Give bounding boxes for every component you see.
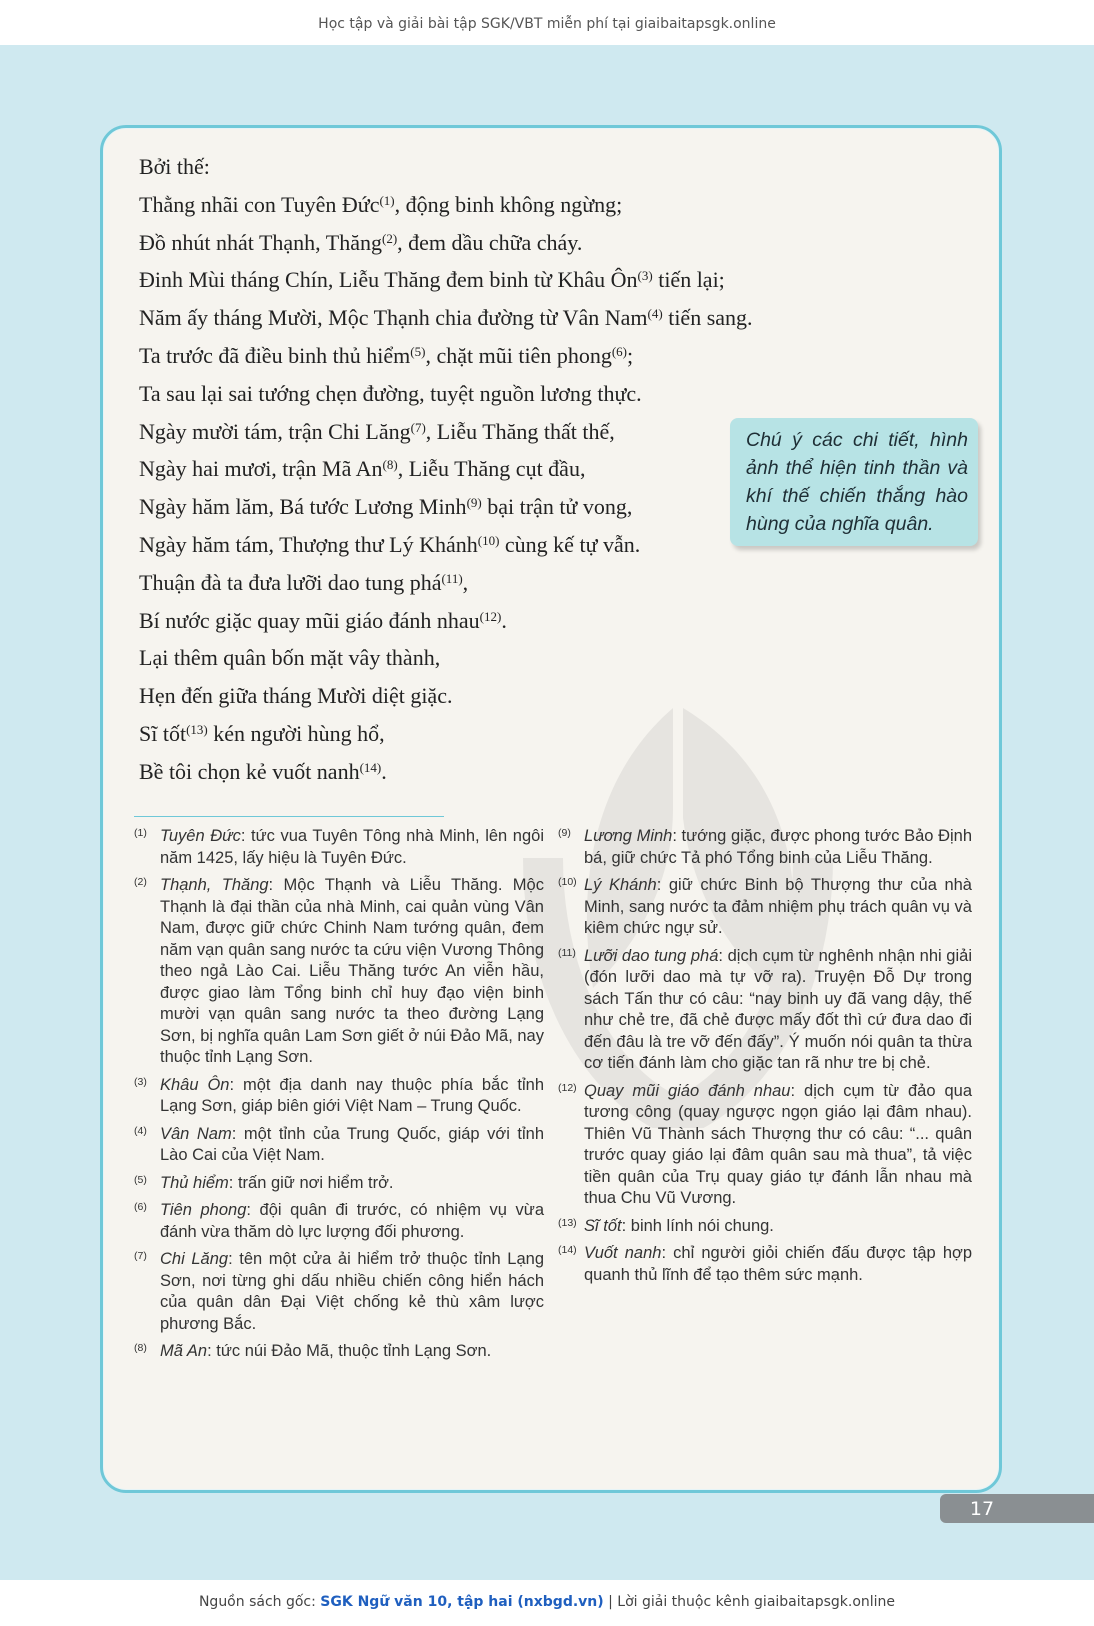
footnote-ref[interactable]: (10) — [477, 532, 500, 548]
footnote-term: Quay mũi giáo đánh nhau — [584, 1081, 791, 1100]
footnote-item — [558, 1216, 972, 1238]
footnote-term: Sĩ tốt — [584, 1216, 622, 1235]
footnote-item — [134, 875, 544, 1069]
footnote-definition: : giữ chức Binh bộ Thượng thư của nhà Minh, sang nước ta đảm nhiệm phụ trách quân vụ và kiêm chức ngự sử. — [584, 876, 972, 937]
poem-line-text: Lại thêm quân bốn mặt vây thành, — [139, 645, 441, 671]
footnote-ref[interactable]: (6) — [611, 343, 627, 359]
reading-note-text: Chú ý các chi tiết, hình ảnh thể hiện tinh thần và khí thế chiến thắng hào hùng của nghĩa quân. — [746, 429, 968, 535]
poem-line — [139, 148, 859, 186]
footnote-definition: : chỉ người giỏi chiến đấu được tập hợp quanh thủ lĩnh để tạo thêm sức mạnh. — [584, 1244, 973, 1284]
top-banner-text: Học tập và giải bài tập SGK/VBT miễn phí tại giaibaitapsgk.online — [318, 16, 776, 32]
page-number: 17 — [969, 1498, 995, 1520]
footnote-number: (1) — [134, 827, 147, 839]
footnote-item — [134, 1249, 544, 1335]
poem-line — [139, 224, 859, 262]
footnote-number: (11) — [558, 946, 576, 959]
poem-line-text: , Liễu Thăng cụt đầu, — [397, 456, 586, 482]
poem-line — [139, 186, 859, 224]
footnote-definition: : trấn giữ nơi hiểm trở. — [228, 1173, 394, 1192]
poem-line — [139, 261, 859, 299]
footnote-definition: : tức vua Tuyên Tông nhà Minh, lên ngôi năm 1425, lấy hiệu là Tuyên Đức. — [160, 827, 545, 867]
footnote-term: Lý Khánh — [584, 876, 657, 894]
poem-line — [139, 602, 859, 640]
poem-line-text: Hẹn đến giữa tháng Mười diệt giặc. — [139, 683, 453, 709]
footnote-term: Vuốt nanh — [584, 1244, 662, 1262]
footer-suffix: | Lời giải thuộc kênh giaibaitapsgk.online — [603, 1594, 896, 1610]
poem-line-text: , động binh không ngừng; — [394, 191, 623, 217]
poem-line-text: , chặt mũi tiên phong — [425, 342, 612, 368]
footnote-number: (3) — [134, 1075, 147, 1088]
poem-line-text: Ta sau lại sai tướng chẹn đường, tuyệt nguồn lương thực. — [139, 380, 642, 406]
footnote-term: Tiên phong — [160, 1201, 247, 1219]
footnote-number: (14) — [558, 1244, 577, 1256]
footnote-number: (6) — [134, 1201, 147, 1213]
footnote-definition: : đội quân đi trước, có nhiệm vụ vừa đánh vừa thăm dò lực lượng đối phương. — [160, 1201, 544, 1241]
poem-line-text: Thuận đà ta đưa lưỡi dao tung phá — [139, 569, 442, 595]
poem-line-text: Ngày hăm lăm, Bá tước Lương Minh — [139, 494, 467, 520]
poem-line-text: , — [462, 569, 469, 595]
footnote-term: Lương Minh — [584, 827, 673, 845]
footnote-definition: : một địa danh nay thuộc phía bắc tỉnh Lạng Sơn, giáp biên giới Việt Nam – Trung Quốc. — [160, 1075, 544, 1115]
source-footer — [0, 1580, 1094, 1626]
footnote-term: Lưỡi dao tung phá — [584, 946, 719, 965]
poem-line-text: tiến sang. — [662, 305, 753, 331]
footnote-definition: : tướng giặc, được phong tước Bảo Định bá, giữ chức Tả phó Tổng binh của Liễu Thăng. — [584, 827, 973, 867]
footnote-ref[interactable]: (13) — [186, 721, 208, 737]
poem-line-text: Bí nước giặc quay mũi giáo đánh nhau — [139, 607, 480, 633]
footnotes-right-column — [558, 826, 972, 1292]
footnote-definition: : dịch cụm từ nghênh nhận nhi giải (đón lưỡi dao mà tự vỡ ra). Truyện Đỗ Dự trong sách Tấn thư có câu: “nay binh uy đã vang dậy, thế như chẻ tre, đã chẻ được mấy đốt thì cứ đưa dao đi đến đâu là tre vỡ đến đấy”. Ý muốn nói quân ta thừa cơ tiến đánh làm cho giặc tan rã như tre bị chẻ. — [584, 946, 972, 1072]
source-book-link[interactable]: SGK Ngữ văn 10, tập hai (nxbgd.vn) — [320, 1594, 604, 1610]
poem-line-text: Thằng nhãi con Tuyên Đức — [139, 191, 380, 217]
poem-line — [139, 299, 859, 337]
footnote-definition: : tên một cửa ải hiểm trở thuộc tỉnh Lạng Sơn, nơi từng ghi dấu nhiều chiến công hiển hách của quân dân Đại Việt chống kẻ thù xâm lược phương Bắc. — [160, 1250, 544, 1333]
footnote-number: (7) — [134, 1250, 147, 1262]
poem-line-text: kén người hùng hổ, — [207, 720, 385, 746]
footnote-number: (13) — [558, 1216, 577, 1229]
footnote-term: Mã An — [160, 1342, 208, 1360]
footnote-ref[interactable]: (1) — [379, 192, 395, 208]
footnote-item — [558, 1081, 972, 1210]
footnote-item — [558, 875, 972, 940]
poem-line-text: Ngày hăm tám, Thượng thư Lý Khánh — [139, 531, 478, 557]
footer-prefix: Nguồn sách gốc: — [198, 1594, 321, 1610]
footnote-term: Khâu Ôn — [160, 1075, 230, 1094]
poem-line-text: . — [501, 607, 507, 633]
footnote-ref[interactable]: (7) — [410, 419, 426, 435]
footnote-item — [134, 1200, 544, 1243]
poem-line-text: Đinh Mùi tháng Chín, Liễu Thăng đem binh từ Khâu Ôn — [139, 267, 638, 293]
poem-line-text: Năm ấy tháng Mười, Mộc Thạnh chia đường từ Vân Nam — [139, 305, 648, 331]
poem-line-text: . — [381, 758, 387, 784]
poem-line-text: Bề tôi chọn kẻ vuốt nanh — [139, 758, 360, 784]
poem-line-text: Sĩ tốt — [139, 720, 187, 746]
poem-line-text: , Liễu Thăng thất thế, — [425, 418, 615, 444]
footnote-ref[interactable]: (14) — [359, 759, 382, 775]
footnote-item — [134, 1075, 544, 1118]
footnote-ref[interactable]: (4) — [647, 306, 663, 322]
poem-line-text: Đồ nhút nhát Thạnh, Thăng — [139, 229, 382, 255]
footnote-term: Thủ hiểm — [160, 1173, 229, 1192]
footnote-ref[interactable]: (8) — [382, 457, 398, 473]
footnote-item — [134, 1124, 544, 1167]
poem-line-text: tiến lại; — [652, 267, 725, 293]
footnote-term: Vân Nam — [160, 1124, 232, 1143]
footnote-item — [134, 1173, 544, 1195]
poem-line-text: Ta trước đã điều binh thủ hiểm — [139, 342, 411, 368]
footnote-number: (9) — [558, 827, 571, 839]
poem-line-text: cùng kế tự vẫn. — [499, 531, 641, 557]
footnotes-left-column — [134, 826, 544, 1369]
footnote-term: Tuyên Đức — [160, 827, 241, 845]
footnote-number: (4) — [134, 1124, 147, 1137]
footnote-number: (12) — [558, 1081, 577, 1094]
footnote-definition: : Mộc Thạnh và Liễu Thăng. Mộc Thạnh là đại thần của nhà Minh, cai quản vùng Vân Nam, được giữ chức Chinh Nam tướng quân, đem năm vạn quân sang nước ta cứu viện Vương Thông theo ngả Lào Cai. Liễu Thăng tước An viễn hầu, được giao làm Tổng binh chỉ huy đạo viện binh mười vạn quân sang nước ta theo đường Lạng Sơn, bị nghĩa quân Lam Sơn giết ở núi Đảo Mã, nay thuộc tỉnh Lạng Sơn. — [160, 876, 544, 1066]
footnote-item — [134, 826, 544, 869]
footnote-ref[interactable]: (12) — [479, 608, 502, 624]
footnote-item — [558, 826, 972, 869]
footnote-ref[interactable]: (2) — [382, 230, 398, 246]
page-number-tab — [940, 1494, 1094, 1523]
footnote-ref[interactable]: (3) — [637, 268, 653, 284]
poem-line-text: , đem dầu chữa cháy. — [397, 229, 583, 255]
poem-line — [139, 753, 859, 791]
footnote-number: (2) — [134, 876, 147, 888]
poem-line-text: ; — [627, 342, 634, 368]
footnote-term: Thạnh, Thăng — [160, 876, 269, 894]
footnote-item — [558, 946, 972, 1075]
poem-line-text: Ngày mười tám, trận Chi Lăng — [139, 418, 411, 444]
footnote-definition: : tức núi Đảo Mã, thuộc tỉnh Lạng Sơn. — [207, 1342, 492, 1360]
poem-line — [139, 677, 859, 715]
footnote-definition: : một tỉnh của Trung Quốc, giáp với tỉnh Lào Cai của Việt Nam. — [160, 1124, 545, 1164]
reading-note-box — [730, 418, 978, 546]
footnote-number: (10) — [558, 876, 577, 888]
footnote-term: Chi Lăng — [160, 1250, 229, 1268]
poem-line-text: Bởi thế: — [139, 154, 210, 179]
poem-line-text: bại trận tử vong, — [481, 494, 633, 520]
footnote-item — [558, 1243, 972, 1286]
footnote-definition: : binh lính nói chung. — [621, 1216, 774, 1235]
footnote-divider — [134, 816, 444, 817]
poem-line — [139, 564, 859, 602]
poem-line — [139, 715, 859, 753]
footnote-ref[interactable]: (9) — [466, 495, 482, 511]
poem-line — [139, 639, 859, 677]
footnote-item — [134, 1341, 544, 1363]
footnote-ref[interactable]: (11) — [441, 570, 463, 586]
footnote-definition: : dịch cụm từ đảo qua tương công (quay ngược ngọn giáo lại đâm nhau). Thiên Vũ Thành sách Thượng thư có câu: “... quân trước quay giáo lại đâm quân sau mà thua”, tả việc tiền quân của Trụ quay giáo tự đánh lẫn nhau mà thua Chu Vũ Vương. — [584, 1081, 973, 1207]
poem-line — [139, 337, 859, 375]
poem-line — [139, 375, 859, 413]
footnote-number: (8) — [134, 1342, 147, 1354]
top-banner — [0, 0, 1094, 45]
footnote-ref[interactable]: (5) — [410, 343, 426, 359]
poem-line-text: Ngày hai mươi, trận Mã An — [139, 456, 383, 482]
footnote-number: (5) — [134, 1173, 147, 1186]
